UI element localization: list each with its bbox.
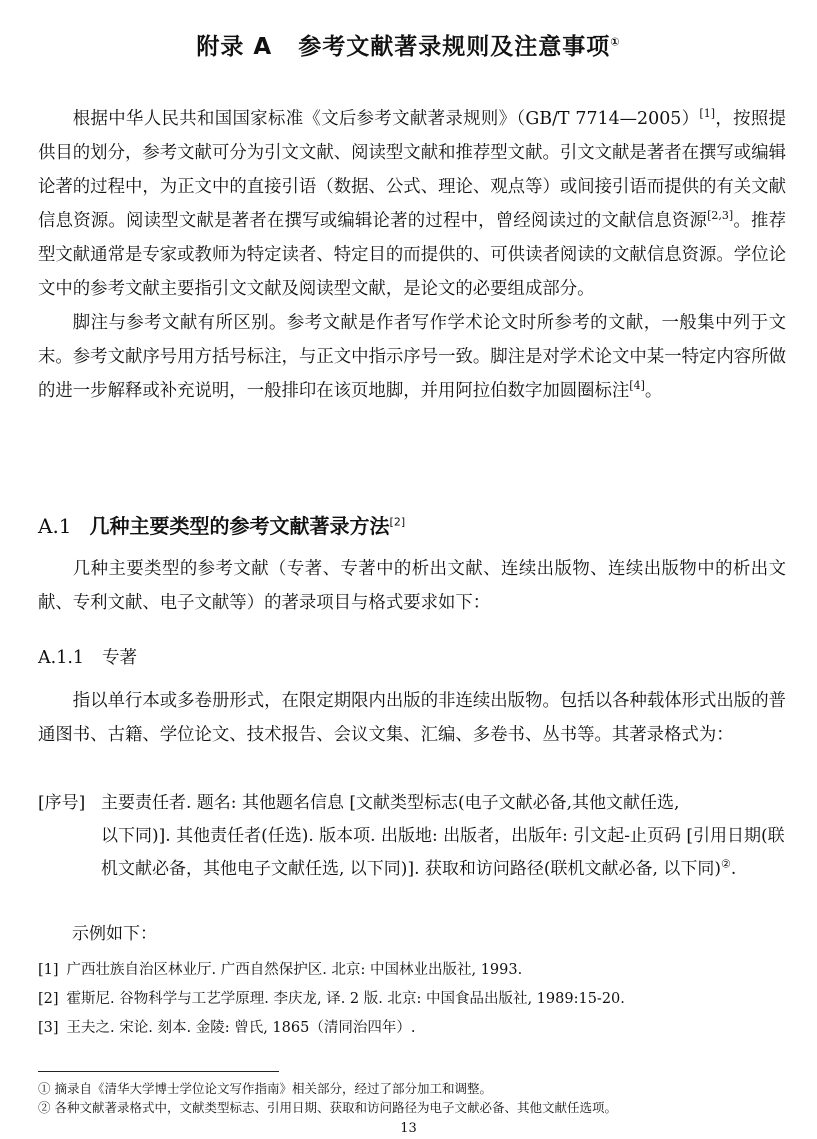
format-label: [序号] bbox=[38, 793, 86, 813]
footnote-2: ② 各种文献著录格式中，文献类型标志、引用日期、获取和访问路径为电子文献必备、其他文献任选项。 bbox=[38, 1100, 618, 1115]
subsection-heading bbox=[38, 644, 137, 669]
example-intro: 示例如下： bbox=[72, 924, 157, 944]
footnote-divider bbox=[38, 1071, 279, 1072]
subsection-paragraph: 指以单行本或多卷册形式，在限定期限内出版的非连续出版物。包括以各种载体形式出版的普通图书、古籍、学位论文、技术报告、会议文集、汇编、多卷书、丛书等。其著录格式为： bbox=[38, 691, 786, 745]
format-line-1: 主要责任者. 题名: 其他题名信息 [文献类型标志(电子文献必备,其他文献任选, bbox=[101, 793, 680, 813]
footnote-1: ① 摘录自《清华大学博士学位论文写作指南》相关部分，经过了部分加工和调整。 bbox=[38, 1081, 493, 1096]
reference-item: [1] 广西壮族自治区林业厅. 广西自然保护区. 北京: 中国林业出版社, 1993. bbox=[38, 962, 523, 978]
reference-list bbox=[38, 956, 625, 1043]
section-title: 几种主要类型的参考文献著录方法 bbox=[89, 514, 390, 538]
subsection-title: 专著 bbox=[102, 648, 138, 668]
reference-item: [3] 王夫之. 宋论. 刻本. 金陵: 曾氏, 1865（清同治四年）. bbox=[38, 1020, 416, 1036]
section-heading bbox=[38, 510, 405, 539]
appendix-label: 附录 A bbox=[196, 34, 273, 60]
intro-paragraphs bbox=[38, 102, 786, 408]
format-continuation: 以下同)]. 其他责任者(任选). 版本项. 出版地: 出版者，出版年: 引文起-止页码 [引用日期(联机文献必备，其他电子文献任选, 以下同)]. 获取和访问路径(联机文献必备, 以下同)②. bbox=[101, 826, 785, 879]
citation-1: [1] bbox=[699, 107, 716, 121]
citation-2-3: [2,3] bbox=[707, 209, 734, 223]
intro-paragraph-2: 脚注与参考文献有所区别。参考文献是作者写作学术论文时所参考的文献，一般集中列于文末。参考文献序号用方括号标注，与正文中指示序号一致。脚注是对学术论文中某一特定内容所做的进一步解释或补充说明，一般排印在该页地脚，并用阿拉伯数字加圆圈标注[4]。 bbox=[38, 313, 786, 401]
reference-item: [2] 霍斯尼. 谷物科学与工艺学原理. 李庆龙, 译. 2 版. 北京: 中国食品出版社, 1989:15-20. bbox=[38, 991, 625, 1007]
subsection-number: A.1.1 bbox=[38, 648, 85, 668]
footnote-mark-1: ① bbox=[610, 35, 621, 49]
intro-paragraph-1: 根据中华人民共和国国家标准《文后参考文献著录规则》（GB/T 7714—2005）[1]，按照提供目的划分，参考文献可分为引文文献、阅读型文献和推荐型文献。引文文献是著者在撰写或编辑论著的过程中，为正文中的直接引语（数据、公式、理论、观点等）或间接引语而提供的有关文献信息资源。阅读型文献是著者在撰写或编辑论著的过程中，曾经阅读过的文献信息资源[2,3]。推荐型文献通常是专家或教师为特定读者、特定目的而提供的、可供读者阅读的文献信息资源。学位论文中的参考文献主要指引文文献及阅读型文献，是论文的必要组成部分。 bbox=[38, 107, 786, 299]
page-title bbox=[0, 28, 817, 61]
section-citation: [2] bbox=[389, 515, 406, 529]
section-number: A.1 bbox=[38, 514, 72, 538]
appendix-title-text: 参考文献著录规则及注意事项 bbox=[298, 34, 611, 60]
section-paragraph: 几种主要类型的参考文献（专著、专著中的析出文献、连续出版物、连续出版物中的析出文献、专利文献、电子文献等）的著录项目与格式要求如下： bbox=[38, 559, 786, 613]
citation-4: [4] bbox=[629, 379, 645, 393]
page-number: 13 bbox=[400, 1121, 417, 1136]
footnote-mark-2: ② bbox=[720, 857, 731, 871]
